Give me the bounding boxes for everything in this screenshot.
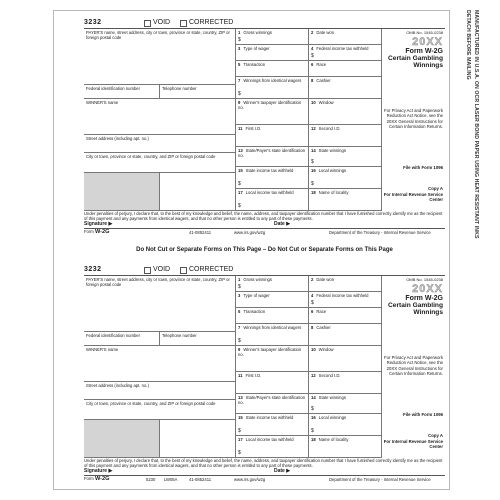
box-12-second-id[interactable] (309, 125, 382, 147)
form-title: Certain Gambling Winnings (388, 55, 443, 70)
dollar-sign: $ (238, 450, 241, 456)
shaded-area (84, 173, 160, 211)
box-17-local-tax[interactable] (236, 189, 309, 211)
tax-year: 20XX (412, 36, 443, 48)
box-num: 12 (311, 126, 316, 131)
dollar-sign: $ (238, 37, 241, 43)
box-label: First I.D. (245, 373, 262, 378)
box-num: 1 (238, 30, 241, 35)
footer-formname: W-2G (94, 229, 110, 235)
footer-dept: Department of the Treasury - Internal Revenue Service (329, 230, 431, 235)
dollar-sign: $ (238, 284, 241, 290)
box-num: 11 (238, 126, 243, 131)
omb-number: OMB No. 1545-0238 (406, 30, 443, 35)
box-num: 14 (311, 148, 316, 153)
box-label: Local income tax withheld (245, 437, 294, 442)
form-name: Form W-2G (405, 48, 443, 55)
dollar-sign: $ (311, 159, 314, 165)
signature-line[interactable] (84, 221, 445, 227)
box-label: Race (316, 62, 327, 67)
box-num: 5 (238, 309, 241, 314)
perjury-statement: Under penalties of perjury, I declare that, to the best of my knowledge and belief, the name, address, and taxpayer identification number that I have furnished correctly identify me as the recipient of this payment and any payments from identical wagers, and that no other person is entitled to any part of these payments. (84, 210, 445, 229)
footer-cat: 41-0852411 (189, 477, 212, 482)
form-sheet (53, 10, 450, 490)
box-10-window[interactable] (309, 346, 382, 372)
federal-id-field[interactable] (84, 85, 160, 99)
box-label: State income tax withheld (245, 168, 294, 173)
box-label: State winnings (318, 395, 346, 400)
box-num: 9 (238, 100, 241, 105)
box-num: 6 (311, 309, 314, 314)
box-label: Local winnings (318, 168, 347, 173)
box-label: Date won (316, 277, 335, 282)
box-num: 2 (311, 30, 314, 35)
box-label: Cashier (316, 325, 331, 330)
telephone-field[interactable] (160, 332, 236, 346)
box-label: Transaction (243, 309, 266, 314)
omb-block (382, 28, 445, 168)
corrected-checkbox[interactable] (180, 20, 187, 27)
void-label: VOID (153, 19, 171, 26)
box-10-window[interactable] (309, 99, 382, 125)
dollar-sign: $ (311, 181, 314, 187)
city-label: City or town, province or state, country, and ZIP or foreign postal code (86, 401, 216, 406)
box-num: 12 (311, 373, 316, 378)
box-11-first-id[interactable] (236, 372, 309, 394)
footer-code3: LW05A (164, 477, 178, 482)
copy-a-for: For Internal Revenue Service Center (383, 439, 443, 450)
box-label: Second I.D. (318, 373, 341, 378)
box-label: State/Payer's state identification no. (238, 148, 306, 159)
box-label: Gross winnings (243, 30, 272, 35)
box-label: Window (318, 100, 334, 105)
box-label: Federal income tax withheld (316, 46, 369, 51)
box-label: Second I.D. (318, 126, 341, 131)
street-address-label: Street address (including apt. no.) (86, 383, 149, 388)
box-label: State winnings (318, 148, 346, 153)
box-num: 5 (238, 62, 241, 67)
cut-notice: Do Not Cut or Separate Forms on This Page – Do Not Cut or Separate Forms on This Page (136, 247, 393, 253)
dollar-sign: $ (311, 406, 314, 412)
box-5-transaction[interactable] (236, 61, 309, 77)
box-num: 16 (311, 168, 316, 173)
box-7-identical-wagers[interactable] (236, 324, 309, 346)
box-4-federal-tax[interactable] (309, 292, 382, 308)
box-label: Local income tax withheld (245, 190, 294, 195)
box-3-type-of-wager[interactable] (236, 45, 309, 61)
payer-label: PAYER'S name, street address, city or town, province or state, country, ZIP or foreign postal code (86, 277, 230, 288)
signature-line[interactable] (84, 468, 445, 474)
box-11-first-id[interactable] (236, 125, 309, 147)
box-num: 1 (238, 277, 241, 282)
box-2-date-won[interactable] (309, 276, 382, 292)
void-checkbox[interactable] (144, 20, 151, 27)
winner-name-label: WINNER'S name (86, 100, 119, 105)
box-6-race[interactable] (309, 61, 382, 77)
box-13-state-id[interactable] (236, 394, 309, 414)
box-num: 7 (238, 78, 241, 83)
footer-cat: 41-0852411 (189, 230, 212, 235)
box-label: State income tax withheld (245, 415, 294, 420)
box-15-state-tax[interactable] (236, 414, 309, 436)
footer-formname: W-2G (94, 476, 110, 482)
copy-a-for: For Internal Revenue Service Center (383, 192, 443, 203)
signature-label: Signature ▶ (84, 468, 113, 474)
box-8-cashier[interactable] (309, 324, 382, 346)
box-label: Name of locality (318, 437, 349, 442)
box-9-winner-tin[interactable] (236, 346, 309, 372)
box-14-state-winnings[interactable] (309, 147, 382, 167)
footer-url: www.irs.gov/w2g (234, 230, 266, 235)
box-12-second-id[interactable] (309, 372, 382, 394)
box-9-winner-tin[interactable] (236, 99, 309, 125)
box-6-race[interactable] (309, 308, 382, 324)
blank-field (160, 173, 236, 211)
box-label: Name of locality (318, 190, 349, 195)
box-num: 15 (238, 415, 243, 420)
box-num: 17 (238, 190, 243, 195)
box-label: Type of wager (243, 293, 270, 298)
dollar-sign: $ (238, 91, 241, 97)
box-label: Federal income tax withheld (316, 293, 369, 298)
box-num: 9 (238, 347, 241, 352)
form-footer (84, 476, 445, 482)
footer-dept: Department of the Treasury - Internal Revenue Service (329, 477, 431, 482)
box-label: Winnings from identical wagers (243, 78, 302, 83)
void-checkbox[interactable] (144, 267, 151, 274)
box-15-state-tax[interactable] (236, 167, 309, 189)
box-2-date-won[interactable] (309, 29, 382, 45)
file-with-1096: File with Form 1096 (403, 165, 443, 170)
box-label: Gross winnings (243, 277, 272, 282)
box-label: Type of wager (243, 46, 270, 51)
box-label: Transaction (243, 62, 266, 67)
box-num: 13 (238, 148, 243, 153)
form-header (84, 18, 445, 28)
footer-url: www.irs.gov/w2g (234, 477, 266, 482)
box-num: 18 (311, 437, 316, 442)
box-num: 8 (311, 325, 314, 330)
date-label: Date ▶ (274, 221, 291, 227)
box-num: 7 (238, 325, 241, 330)
w2g-form-top (84, 18, 445, 235)
manufactured-text: MANUFACTURED IN U.S.A. ON OCR LASER BOND PAPER USING HEAT RESISTANT INKS (473, 10, 479, 239)
corrected-label: CORRECTED (189, 19, 234, 26)
form-code: 3232 (84, 19, 102, 26)
box-label: State/Payer's state identification no. (238, 395, 306, 406)
tax-year: 20XX (412, 283, 443, 295)
w2g-form-bottom (84, 265, 445, 482)
box-num: 16 (311, 415, 316, 420)
box-num: 6 (311, 62, 314, 67)
footer-form: Form (84, 476, 94, 481)
street-address-label: Street address (including apt. no.) (86, 136, 149, 141)
box-18-locality[interactable] (309, 436, 382, 458)
privacy-note: For Privacy Act and Paperwork Reduction Act Notice, see the 20XX General Instructions for Certain Information Returns. (384, 108, 443, 130)
dollar-sign: $ (311, 300, 314, 306)
city-label: City or town, province or state, country, and ZIP or foreign postal code (86, 154, 216, 159)
form-footer (84, 229, 445, 235)
box-num: 15 (238, 168, 243, 173)
box-num: 17 (238, 437, 243, 442)
box-label: Local winnings (318, 415, 347, 420)
footer-code2: 5230 (146, 477, 156, 482)
payer-label: PAYER'S name, street address, city or town, province or state, country, ZIP or foreign postal code (86, 30, 230, 41)
box-num: 2 (311, 277, 314, 282)
box-17-local-tax[interactable] (236, 436, 309, 458)
box-label: First I.D. (245, 126, 262, 131)
file-with-1096: File with Form 1096 (403, 412, 443, 417)
box-num: 3 (238, 46, 241, 51)
form-title: Certain Gambling Winnings (388, 302, 443, 317)
box-num: 4 (311, 293, 314, 298)
privacy-note: For Privacy Act and Paperwork Reduction Act Notice, see the 20XX General Instructions for Certain Information Returns. (384, 355, 443, 377)
payer-field[interactable] (84, 29, 236, 85)
box-1-gross-winnings[interactable] (236, 29, 309, 45)
box-4-federal-tax[interactable] (309, 45, 382, 61)
box-label: Cashier (316, 78, 331, 83)
box-13-state-id[interactable] (236, 147, 309, 167)
box-num: 14 (311, 395, 316, 400)
street-address-field[interactable] (84, 135, 236, 153)
federal-id-label: Federal identification number (86, 333, 141, 338)
box-3-type-of-wager[interactable] (236, 292, 309, 308)
box-num: 8 (311, 78, 314, 83)
box-1-gross-winnings[interactable] (236, 276, 309, 292)
detach-text: DETACH BEFORE MAILING (465, 10, 471, 80)
box-7-identical-wagers[interactable] (236, 77, 309, 99)
dollar-sign: $ (238, 338, 241, 344)
box-16-local-winnings[interactable] (309, 414, 382, 436)
box-14-state-winnings[interactable] (309, 394, 382, 414)
omb-number: OMB No. 1545-0238 (406, 277, 443, 282)
box-18-locality[interactable] (309, 189, 382, 211)
street-address-field[interactable] (84, 382, 236, 400)
box-num: 18 (311, 190, 316, 195)
box-num: 10 (311, 347, 316, 352)
omb-block (382, 275, 445, 415)
corrected-label: CORRECTED (189, 266, 234, 273)
corrected-checkbox[interactable] (180, 267, 187, 274)
box-num: 4 (311, 46, 314, 51)
copy-a-label: Copy A (428, 433, 443, 438)
payer-field[interactable] (84, 276, 236, 332)
box-num: 3 (238, 293, 241, 298)
box-label: Date won (316, 30, 335, 35)
dollar-sign: $ (311, 428, 314, 434)
box-label: Race (316, 309, 327, 314)
winner-name-field[interactable] (84, 346, 236, 382)
date-label: Date ▶ (274, 468, 291, 474)
box-label: Winner's taxpayer identification no. (238, 100, 302, 111)
blank-field (160, 420, 236, 458)
city-field[interactable] (84, 153, 236, 173)
box-num: 11 (238, 373, 243, 378)
signature-label: Signature ▶ (84, 221, 113, 227)
box-num: 10 (311, 100, 316, 105)
dollar-sign: $ (238, 203, 241, 209)
telephone-label: Telephone number (162, 333, 197, 338)
box-label: Winner's taxpayer identification no. (238, 347, 302, 358)
box-label: Winnings from identical wagers (243, 325, 302, 330)
form-code: 3232 (84, 266, 102, 273)
dollar-sign: $ (238, 181, 241, 187)
box-16-local-winnings[interactable] (309, 167, 382, 189)
copy-a-label: Copy A (428, 186, 443, 191)
city-field[interactable] (84, 400, 236, 420)
federal-id-field[interactable] (84, 332, 160, 346)
form-name: Form W-2G (405, 295, 443, 302)
box-8-cashier[interactable] (309, 77, 382, 99)
box-num: 13 (238, 395, 243, 400)
form-header (84, 265, 445, 275)
telephone-field[interactable] (160, 85, 236, 99)
dollar-sign: $ (311, 53, 314, 59)
box-label: Window (318, 347, 334, 352)
winner-name-field[interactable] (84, 99, 236, 135)
footer-form: Form (84, 229, 94, 234)
telephone-label: Telephone number (162, 86, 197, 91)
shaded-area (84, 420, 160, 458)
winner-name-label: WINNER'S name (86, 347, 119, 352)
federal-id-label: Federal identification number (86, 86, 141, 91)
void-label: VOID (153, 266, 171, 273)
dollar-sign: $ (238, 428, 241, 434)
box-5-transaction[interactable] (236, 308, 309, 324)
perjury-statement: Under penalties of perjury, I declare that, to the best of my knowledge and belief, the name, address, and taxpayer identification number that I have furnished correctly identify me as the recipient of this payment and any payments from identical wagers, and that no other person is entitled to any part of these payments. (84, 457, 445, 476)
side-printing (454, 10, 490, 490)
